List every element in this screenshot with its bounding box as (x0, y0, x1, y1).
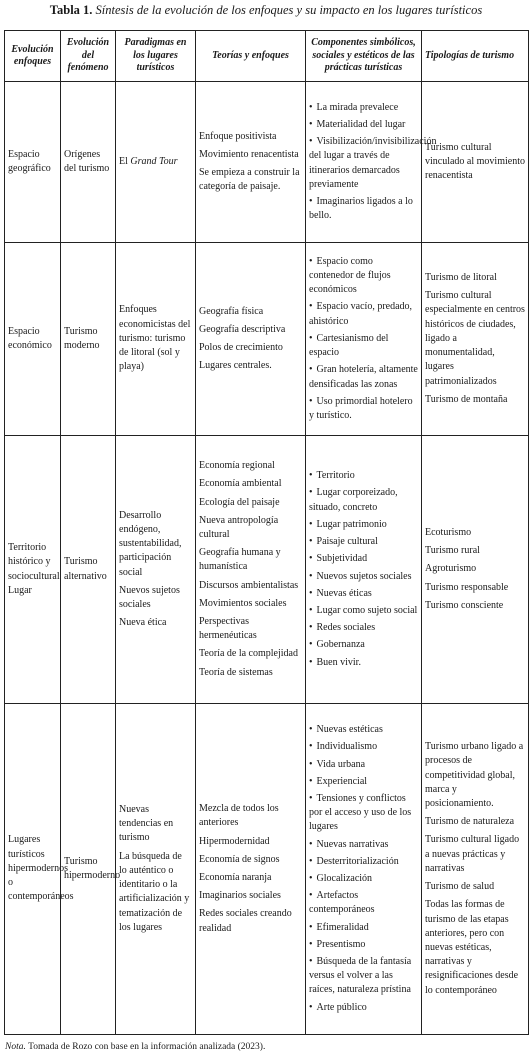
tipologia-item: Agroturismo (425, 563, 477, 575)
componente-item: • Lugar corporeizado, situado, concreto (309, 486, 418, 514)
paradigma-item: Desarrollo endógeno, sustentabilidad, participación social (119, 509, 182, 578)
cell-enfoque: Lugares turísticos hipermodernos o contemporáneos (5, 704, 61, 1035)
paradigma-italic: Grand Tour (130, 155, 178, 167)
teoria-item: Geografía humana y humanística (199, 547, 281, 573)
teoria-item: Economía de signos (199, 853, 280, 865)
tipologia-item: Turismo de montaña (425, 393, 508, 405)
teoria-item: Ecología del paisaje (199, 496, 280, 508)
tipologia-item: Ecoturismo (425, 526, 472, 538)
synthesis-table (4, 30, 529, 1035)
teoria-item: Lugares centrales. (199, 360, 272, 372)
tipologia-item: Turismo de naturaleza (425, 816, 515, 828)
teoria-item: Economía ambiental (199, 478, 282, 490)
header-tipologias: Tipologías de turismo (422, 31, 529, 82)
table-note (5, 1042, 265, 1052)
teoria-item: Movimientos sociales (199, 597, 287, 609)
teoria-item: Geografía física (199, 305, 264, 317)
componente-item: • Glocalización (309, 872, 418, 886)
componente-item: • Materialidad del lugar (309, 118, 418, 132)
cell-paradigma (116, 243, 196, 436)
header-evolucion-fenomeno: Evolución del fenómeno (61, 31, 116, 82)
teoria-item: Economía regional (199, 460, 275, 472)
table-title (0, 3, 532, 18)
tipologia-item: Turismo consciente (425, 599, 504, 611)
header-componentes: Componentes simbólicos, sociales y estéticos de las prácticas turísticas (306, 31, 422, 82)
componente-item: • Tensiones y conflictos por el acceso y uso de los lugares (309, 792, 418, 835)
componente-item: • Artefactos contemporáneos (309, 889, 418, 917)
cell-fenomeno: Turismo hipermoderno (61, 704, 116, 1035)
paradigma-prefix: El (119, 155, 128, 167)
note-text: Tomada de Rozo con base en la información analizada (2023). (28, 1042, 266, 1052)
tipologia-item: Turismo rural (425, 545, 480, 557)
table-row (5, 82, 529, 243)
componente-item: • Lugar como sujeto social (309, 604, 418, 618)
teoria-item: Teoría de sistemas (199, 666, 273, 678)
cell-componentes (306, 704, 422, 1035)
componente-item: • Búsqueda de la fantasía versus el volver a las raíces, naturaleza prístina (309, 955, 418, 998)
componente-item: • Subjetividad (309, 552, 418, 566)
teoria-item: Polos de crecimiento (199, 342, 283, 353)
cell-teorias (196, 436, 306, 704)
teoria-item: Economía naranja (199, 872, 272, 883)
teoria-item: Mezcla de todos los anteriores (199, 803, 279, 829)
header-paradigmas: Paradigmas en los lugares turísticos (116, 31, 196, 82)
cell-teorias (196, 82, 306, 243)
table-row (5, 436, 529, 704)
teoria-item: Geografía descriptiva (199, 323, 286, 335)
componente-item: • Nuevas estéticas (309, 723, 418, 737)
cell-paradigma (116, 82, 196, 243)
cell-enfoque: Espacio económico (5, 243, 61, 436)
componente-item: • Buen vivir. (309, 656, 418, 670)
componente-item: • Nuevas éticas (309, 587, 418, 601)
cell-paradigma (116, 704, 196, 1035)
cell-tipologias (422, 243, 529, 436)
tipologia-item: Turismo de salud (425, 881, 495, 893)
paradigma-item: Enfoques economicistas del turismo: turismo de litoral (sol y playa) (119, 304, 191, 373)
tipologia-item: Turismo de litoral (425, 272, 497, 284)
cell-enfoque: Territorio histórico y sociocultural Lugar (5, 436, 61, 704)
componente-item: • Imaginarios ligados a lo bello. (309, 195, 418, 223)
cell-fenomeno: Turismo alternativo (61, 436, 116, 704)
componente-item: • Nuevos sujetos sociales (309, 570, 418, 584)
componente-item: • Redes sociales (309, 621, 418, 635)
tipologia-item: Turismo responsable (425, 581, 509, 593)
tipologia-item: Turismo cultural especialmente en centros históricos de ciudades, ligado a monumentalidad, lugares patrimonializados (425, 290, 525, 387)
componente-item: • Experiencial (309, 775, 418, 789)
componente-item: • Nuevas narrativas (309, 838, 418, 852)
teoria-item: Movimiento renacentista (199, 148, 299, 160)
paradigma-item: Nueva ética (119, 617, 167, 629)
componente-item: • Territorio (309, 469, 418, 483)
teoria-item: Se empieza a construir la categoría de paisaje. (199, 167, 300, 193)
componente-item: • Paisaje cultural (309, 535, 418, 549)
cell-paradigma (116, 436, 196, 704)
cell-teorias (196, 243, 306, 436)
cell-tipologias (422, 436, 529, 704)
table-row (5, 704, 529, 1035)
componente-item: • Gobernanza (309, 638, 418, 652)
cell-fenomeno: Turismo moderno (61, 243, 116, 436)
header-row (5, 31, 529, 82)
componente-item: • Desterritorialización (309, 855, 418, 869)
componente-item: • Cartesianismo del espacio (309, 332, 418, 360)
componente-item: • Vida urbana (309, 758, 418, 772)
componente-item: • Visibilización/invisibilización del lugar a través de itinerarios demarcados previamente (309, 135, 418, 192)
componente-item: • Efimeralidad (309, 921, 418, 935)
cell-teorias (196, 704, 306, 1035)
componente-item: • Uso primordial hotelero y turístico. (309, 395, 418, 423)
componente-item: • Gran hotelería, altamente densificadas las zonas (309, 363, 418, 391)
table-title-label: Tabla 1. (49, 3, 93, 17)
table-title-text: Síntesis de la evolución de los enfoques y su impacto en los lugares turísticos (95, 3, 483, 17)
tipologia-item: Turismo cultural vinculado al movimiento renacentista (425, 141, 525, 182)
tipologia-item: Todas las formas de turismo de las etapas anteriores, pero con nuevas estéticas, narrativas y resignificaciones desde lo contemporáneo (425, 899, 519, 996)
componente-item: • Individualismo (309, 740, 418, 754)
paradigma-item: La búsqueda de lo auténtico o identitario o la artificialización y tematización de los lugares (119, 850, 190, 933)
teoria-item: Enfoque positivista (199, 130, 277, 142)
cell-componentes (306, 82, 437, 243)
header-teorias: Teorías y enfoques (196, 31, 306, 82)
note-label: Nota. (5, 1042, 26, 1052)
cell-componentes (306, 243, 422, 436)
paradigma-item: Nuevas tendencias en turismo (119, 804, 174, 844)
tipologia-item: Turismo cultural ligado a nuevas prácticas y narrativas (425, 834, 520, 874)
cell-tipologias (422, 82, 529, 243)
cell-fenomeno: Orígenes del turismo (61, 82, 116, 243)
componente-item: • Espacio vacío, predado, ahistórico (309, 300, 418, 328)
componente-item: • Arte público (309, 1001, 418, 1015)
paradigma-item: Nuevos sujetos sociales (119, 584, 180, 610)
componente-item: • Lugar patrimonio (309, 518, 418, 532)
cell-componentes (306, 436, 422, 704)
teoria-item: Discursos ambientalistas (199, 579, 299, 591)
tipologia-item: Turismo urbano ligado a procesos de competitividad global, marca y posicionamiento. (425, 741, 524, 810)
teoria-item: Imaginarios sociales (199, 890, 281, 902)
teoria-item: Nueva antropología cultural (199, 514, 279, 540)
teoria-item: Hipermodernidad (199, 835, 270, 847)
table-row (5, 243, 529, 436)
cell-enfoque: Espacio geográfico (5, 82, 61, 243)
teoria-item: Teoría de la complejidad (199, 648, 298, 660)
header-evolucion-enfoques: Evolución enfoques (5, 31, 61, 82)
cell-tipologias (422, 704, 529, 1035)
componente-item: • La mirada prevalece (309, 101, 418, 115)
teoria-item: Redes sociales creando realidad (199, 908, 292, 934)
componente-item: • Espacio como contenedor de flujos económicos (309, 255, 418, 298)
teoria-item: Perspectivas hermenéuticas (199, 616, 257, 642)
componente-item: • Presentismo (309, 938, 418, 952)
